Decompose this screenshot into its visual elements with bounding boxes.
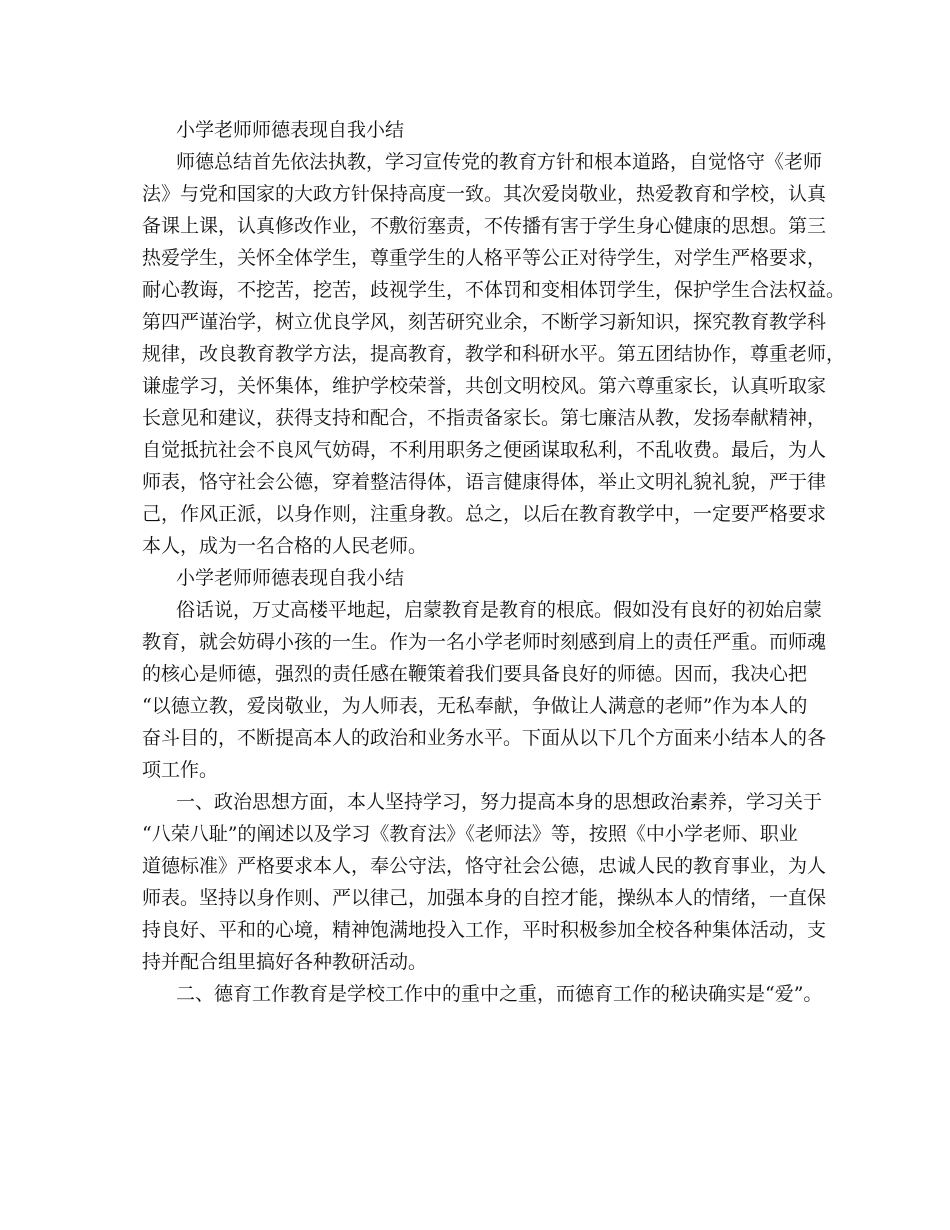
paragraph-line: 师德总结首先依法执教，学习宣传党的教育方针和根本道路，自觉恪守《老师	[176, 151, 823, 173]
paragraph-line: 俗话说，万丈高楼平地起，启蒙教育是教育的根底。假如没有良好的初始启蒙	[176, 599, 823, 621]
paragraph-line: 法》与党和国家的大政方针保持高度一致。其次爱岗敬业，热爱教育和学校，认真	[142, 183, 827, 205]
paragraph-line: 一、政治思想方面，本人坚持学习，努力提高本身的思想政治素养，学习关于	[176, 791, 823, 813]
paragraph-line: 二、德育工作教育是学校工作中的重中之重，而德育工作的秘诀确实是“爱”。	[176, 983, 823, 1005]
paragraph-line: 持并配合组里搞好各种教研活动。	[142, 951, 428, 973]
paragraph-line: 持良好、平和的心境，精神饱满地投入工作，平时积极参加全校各种集体活动，支	[142, 919, 827, 941]
paragraph-line: 谦虚学习，关怀集体，维护学校荣誉，共创文明校风。第六尊重家长，认真听取家	[142, 375, 827, 397]
section-title: 小学老师师德表现自我小结	[176, 567, 405, 589]
paragraph-line: 己，作风正派，以身作则，注重身教。总之，以后在教育教学中，一定要严格要求	[142, 503, 827, 525]
paragraph-line: 备课上课，认真修改作业，不敷衍塞责，不传播有害于学生身心健康的思想。第三	[142, 215, 827, 237]
paragraph-line: “八荣八耻”的阐述以及学习《教育法》《老师法》等，按照《中小学老师、职业	[142, 823, 798, 845]
paragraph-line: 长意见和建议，获得支持和配合，不指责备家长。第七廉洁从教，发扬奉献精神，	[142, 407, 827, 429]
paragraph-line: 道德标准》严格要求本人，奉公守法，恪守社会公德，忠诚人民的教育事业，为人	[142, 855, 827, 877]
section-title: 小学老师师德表现自我小结	[176, 119, 405, 141]
paragraph-line: 奋斗目的，不断提高本人的政治和业务水平。下面从以下几个方面来小结本人的各	[142, 727, 827, 749]
paragraph-line: 规律，改良教育教学方法，提高教育，教学和科研水平。第五团结协作，尊重老师，	[142, 343, 846, 365]
paragraph-line: 自觉抵抗社会不良风气妨碍，不利用职务之便函谋取私利，不乱收费。最后，为人	[142, 439, 827, 461]
paragraph-line: 教育，就会妨碍小孩的一生。作为一名小学老师时刻感到肩上的责任严重。而师魂	[142, 631, 827, 653]
paragraph-line: 热爱学生，关怀全体学生，尊重学生的人格平等公正对待学生，对学生严格要求，	[142, 247, 827, 269]
paragraph-line: 项工作。	[142, 759, 219, 781]
paragraph-line: “以德立教，爱岗敬业，为人师表，无私奉献，争做让人满意的老师”作为本人的	[142, 695, 808, 717]
paragraph-line: 第四严谨治学，树立优良学风，刻苦研究业余，不断学习新知识，探究教育教学科	[142, 311, 827, 333]
paragraph-line: 师表，恪守社会公德，穿着整洁得体，语言健康得体，举止文明礼貌礼貌，严于律	[142, 471, 827, 493]
paragraph-line: 师表。坚持以身作则、严以律己，加强本身的自控才能，操纵本人的情绪，一直保	[142, 887, 827, 909]
paragraph-line: 耐心教诲，不挖苦，挖苦，歧视学生，不体罚和变相体罚学生，保护学生合法权益。	[142, 279, 846, 301]
paragraph-line: 的核心是师德，强烈的责任感在鞭策着我们要具备良好的师德。因而，我决心把	[142, 663, 808, 685]
paragraph-line: 本人，成为一名合格的人民老师。	[142, 535, 428, 557]
